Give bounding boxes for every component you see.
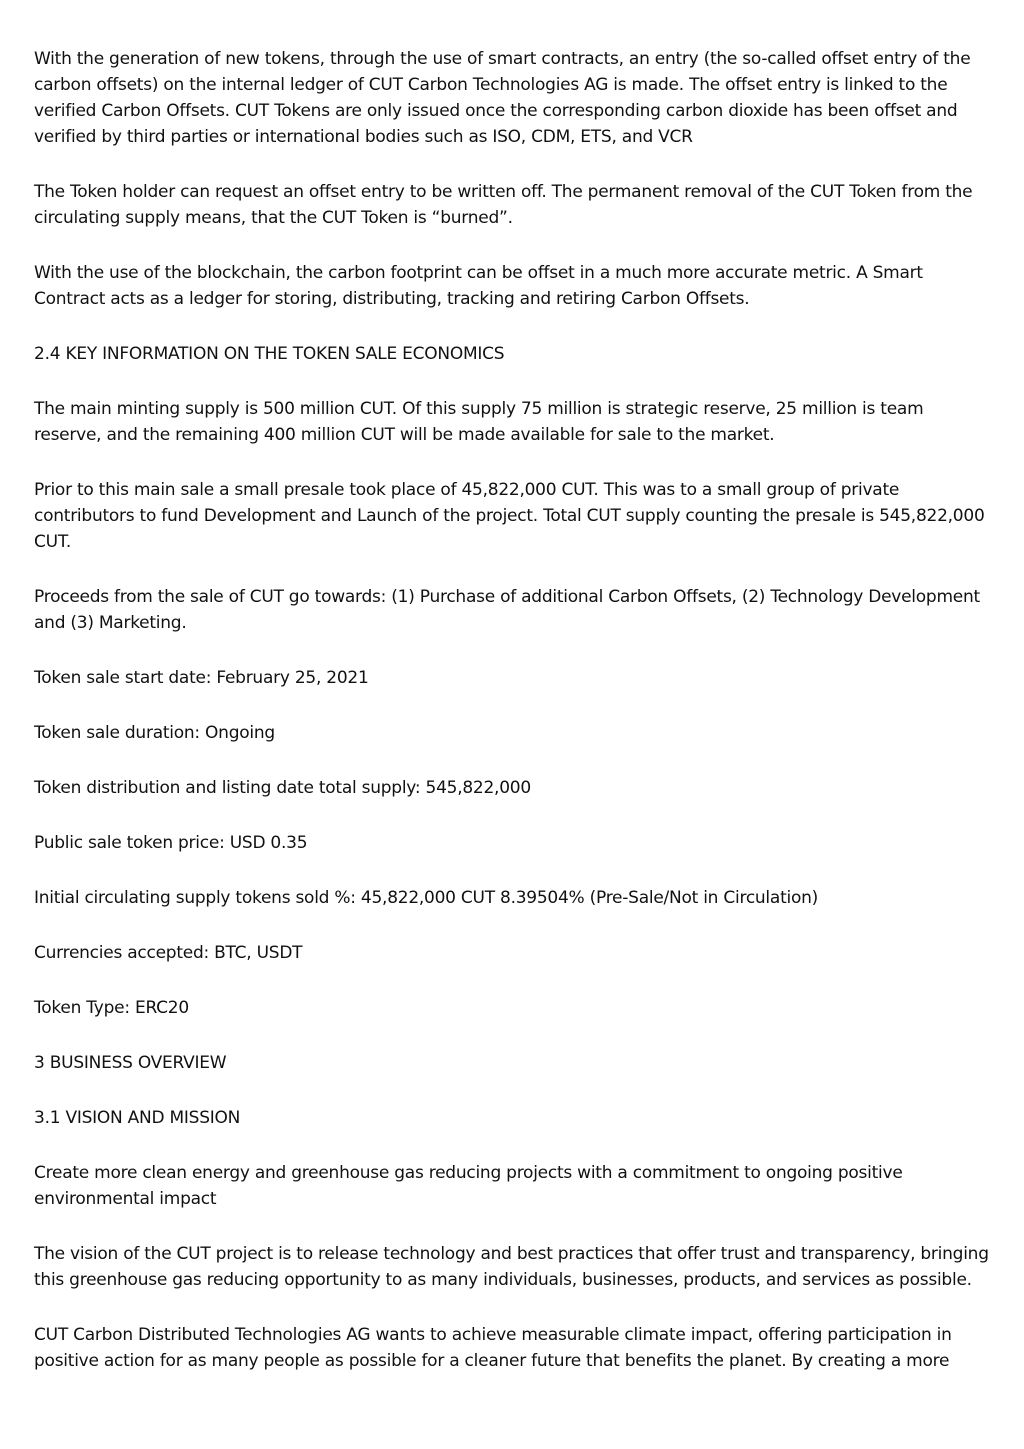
currencies-accepted: Currencies accepted: BTC, USDT bbox=[34, 943, 303, 963]
section-heading-token-sale: 2.4 KEY INFORMATION ON THE TOKEN SALE ECONOMICS bbox=[34, 344, 505, 364]
document-page bbox=[34, 46, 994, 1403]
paragraph-proceeds: Proceeds from the sale of CUT go towards: (1) Purchase of additional Carbon Offsets, (2) Technology Development and (3) Marketing. bbox=[34, 587, 980, 633]
paragraph-mission: Create more clean energy and greenhouse gas reducing projects with a commitment to ongoing positive environmental impact bbox=[34, 1163, 903, 1209]
circulating-supply: Initial circulating supply tokens sold %: 45,822,000 CUT 8.39504% (Pre-Sale/Not in Circulation) bbox=[34, 888, 819, 908]
section-heading-vision-mission: 3.1 VISION AND MISSION bbox=[34, 1108, 241, 1128]
paragraph-blockchain-ledger: With the use of the blockchain, the carbon footprint can be offset in a much more accurate metric. A Smart Contract acts as a ledger for storing, distributing, tracking and retiring Carbon Offsets. bbox=[34, 263, 923, 309]
paragraph-presale: Prior to this main sale a small presale took place of 45,822,000 CUT. This was to a small group of private contributors to fund Development and Launch of the project. Total CUT supply counting the presale is 545,822,000 CUT. bbox=[34, 480, 985, 552]
paragraph-climate-impact: CUT Carbon Distributed Technologies AG wants to achieve measurable climate impact, offering participation in positive action for as many people as possible for a cleaner future that benefits the planet. By creating a more bbox=[34, 1325, 952, 1371]
section-heading-business-overview: 3 BUSINESS OVERVIEW bbox=[34, 1053, 227, 1073]
sale-start-date: Token sale start date: February 25, 2021 bbox=[34, 668, 369, 688]
paragraph-vision: The vision of the CUT project is to release technology and best practices that offer trust and transparency, bringing this greenhouse gas reducing opportunity to as many individuals, businesses, products, and services as possible. bbox=[34, 1244, 989, 1290]
paragraph-token-burn: The Token holder can request an offset entry to be written off. The permanent removal of the CUT Token from the circulating supply means, that the CUT Token is “burned”. bbox=[34, 182, 973, 228]
paragraph-offset-entry: With the generation of new tokens, through the use of smart contracts, an entry (the so-called offset entry of the carbon offsets) on the internal ledger of CUT Carbon Technologies AG is made. The offset entry is linked to the verified Carbon Offsets. CUT Tokens are only issued once the corresponding carbon dioxide has been offset and verified by third parties or international bodies such as ISO, CDM, ETS, and VCR bbox=[34, 49, 971, 147]
token-type: Token Type: ERC20 bbox=[34, 998, 189, 1018]
sale-duration: Token sale duration: Ongoing bbox=[34, 723, 275, 743]
token-price: Public sale token price: USD 0.35 bbox=[34, 833, 308, 853]
total-supply: Token distribution and listing date total supply: 545,822,000 bbox=[34, 778, 531, 798]
paragraph-minting-supply: The main minting supply is 500 million CUT. Of this supply 75 million is strategic reserve, 25 million is team reserve, and the remaining 400 million CUT will be made available for sale to the market. bbox=[34, 399, 924, 445]
